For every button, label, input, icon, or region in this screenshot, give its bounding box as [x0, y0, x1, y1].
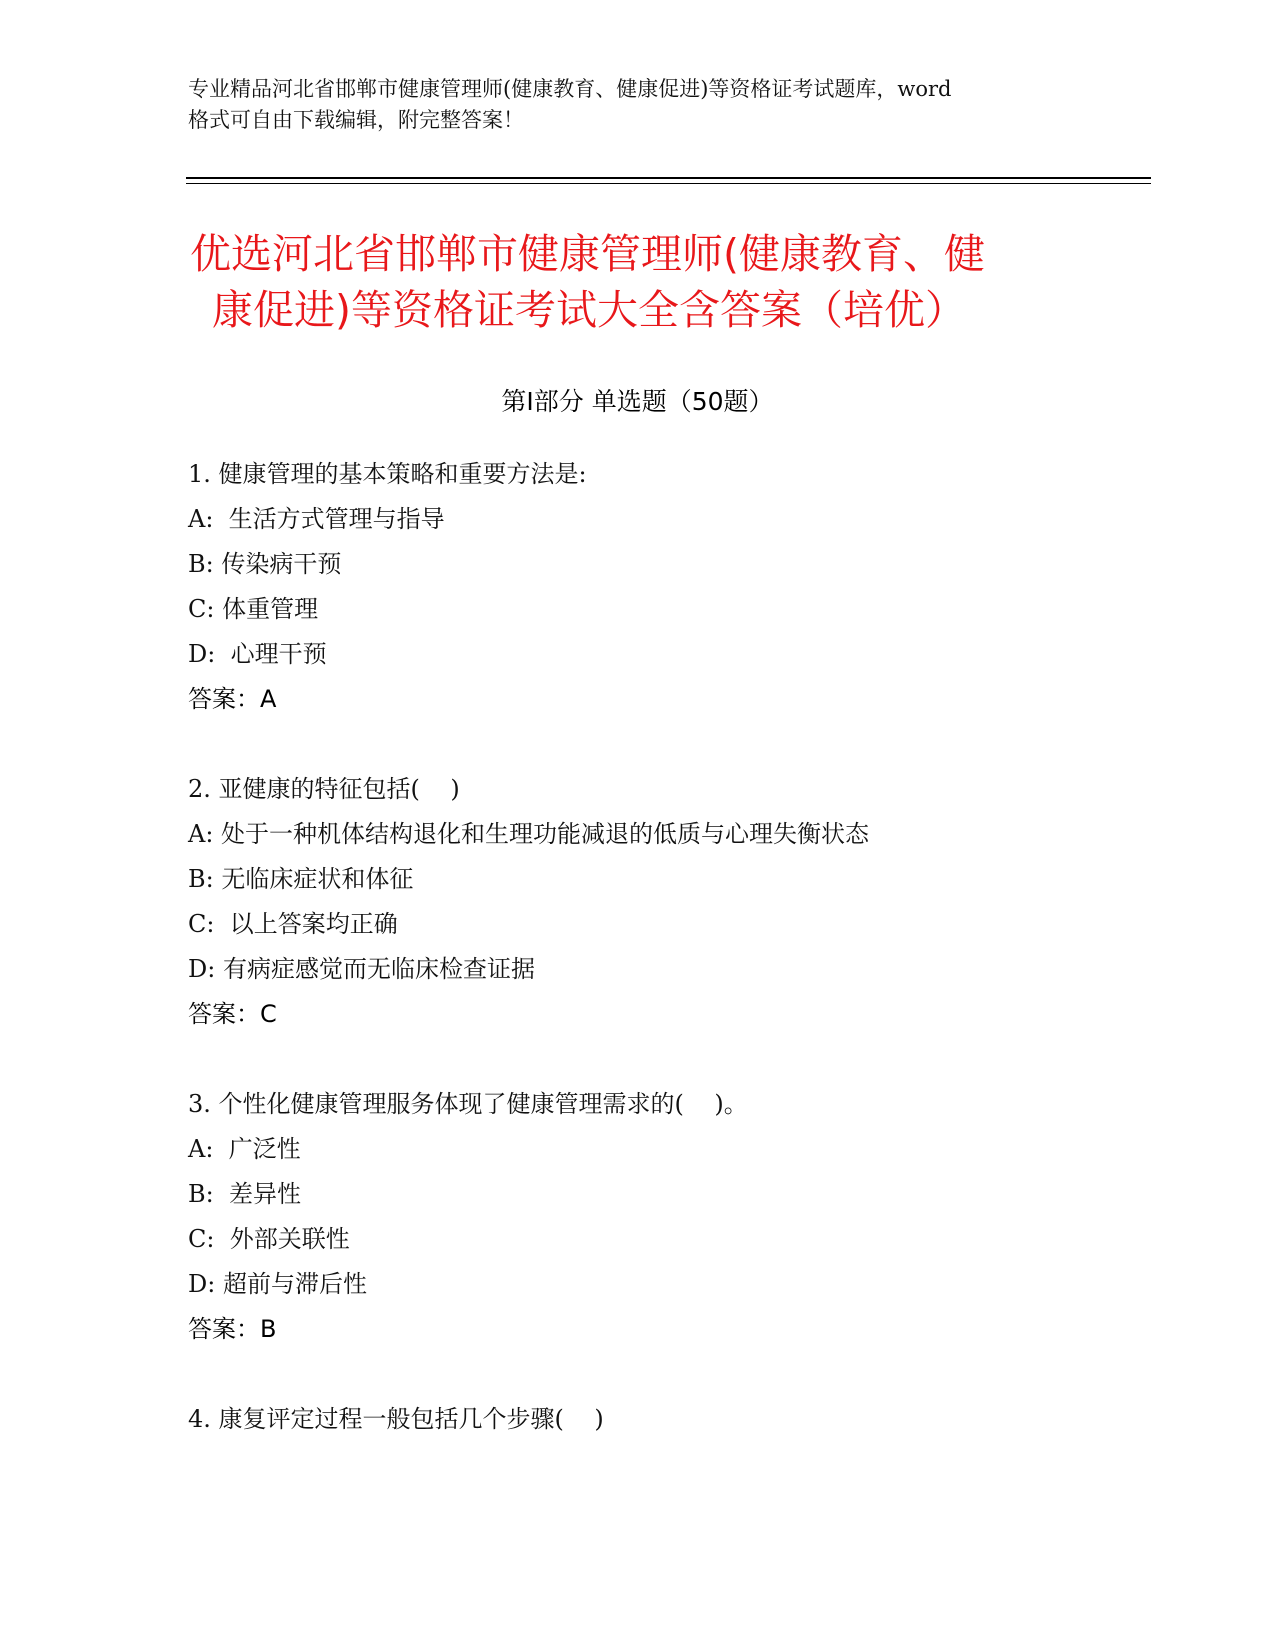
option-a: A: 处于一种机体结构退化和生理功能减退的低质与心理失衡状态 [188, 820, 870, 848]
answer: 答案：B [188, 1315, 277, 1343]
option-a: A: 生活方式管理与指导 [188, 505, 445, 533]
document-title-line-2: 康促进)等资格证考试大全含答案（培优） [212, 286, 966, 334]
question-stem: 3. 个性化健康管理服务体现了健康管理需求的( )。 [188, 1090, 748, 1118]
header-note-line-2: 格式可自由下载编辑，附完整答案！ [188, 108, 524, 132]
header-note [188, 74, 1088, 136]
question-1 [188, 452, 587, 722]
header-note-line-1: 专业精品河北省邯郸市健康管理师(健康教育、健康促进)等资格证考试题库，word [188, 77, 952, 101]
option-d: D: 超前与滞后性 [188, 1270, 367, 1298]
option-c: C: 外部关联性 [188, 1225, 350, 1253]
option-d: D: 心理干预 [188, 640, 327, 668]
option-b: B: 差异性 [188, 1180, 301, 1208]
question-stem: 2. 亚健康的特征包括( ) [188, 775, 460, 803]
document-title-line-1: 优选河北省邯郸市健康管理师(健康教育、健 [190, 230, 985, 278]
answer: 答案：A [188, 685, 277, 713]
document-title [190, 226, 1090, 338]
question-4 [188, 1397, 604, 1442]
header-rule-thin [186, 183, 1151, 184]
option-b: B: 无临床症状和体征 [188, 865, 414, 893]
option-d: D: 有病症感觉而无临床检查证据 [188, 955, 535, 983]
answer: 答案：C [188, 1000, 277, 1028]
question-3 [188, 1082, 748, 1352]
section-heading: 第Ⅰ部分 单选题（50题） [501, 387, 774, 416]
option-c: C: 体重管理 [188, 595, 319, 623]
question-stem: 1. 健康管理的基本策略和重要方法是: [188, 460, 587, 488]
option-c: C: 以上答案均正确 [188, 910, 398, 938]
question-stem: 4. 康复评定过程一般包括几个步骤( ) [188, 1405, 604, 1433]
option-a: A: 广泛性 [188, 1135, 301, 1163]
question-2 [188, 767, 869, 1037]
option-b: B: 传染病干预 [188, 550, 342, 578]
header-rule-thick [186, 177, 1151, 179]
